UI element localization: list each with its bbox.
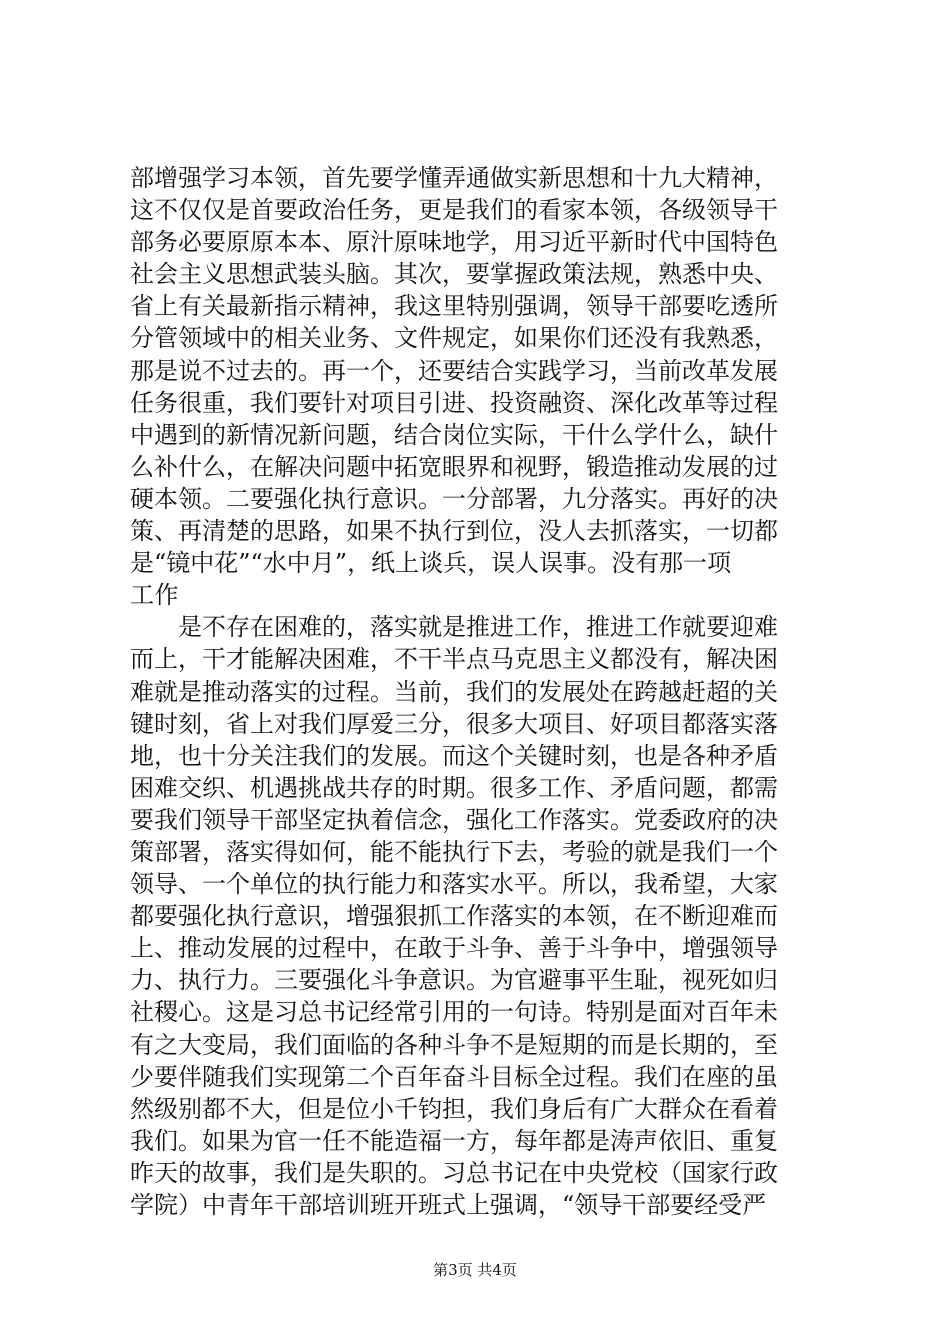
text-line: 领导、一个单位的执行能力和落实水平。所以，我希望，大家 [130,870,778,899]
text-line: 都要强化执行意识，增强狠抓工作落实的本领，在不断迎难而 [130,902,778,931]
text-line: 是不存在困难的，落实就是推进工作，推进工作就要迎难 [130,613,778,642]
text-line: 而上，干才能解决困难，不干半点马克思主义都没有，解决困 [130,645,778,674]
text-line: 分管领域中的相关业务、文件规定，如果你们还没有我熟悉， [130,324,778,353]
text-line: 策、再清楚的思路，如果不执行到位，没人去抓落实，一切都 [130,517,778,546]
text-line: 部增强学习本领，首先要学懂弄通做实新思想和十九大精神， [130,164,778,192]
text-line: 这不仅仅是首要政治任务，更是我们的看家本领，各级领导干 [130,196,778,225]
text-line: 省上有关最新指示精神，我这里特别强调，领导干部要吃透所 [130,292,778,321]
text-line: 任务很重，我们要针对项目引进、投资融资、深化改革等过程 [130,388,778,417]
text-line: 困难交织、机遇挑战共存的时期。很多工作、矛盾问题，都需 [130,773,778,802]
body-text [130,162,820,1221]
text-line: 工作 [130,581,179,610]
text-line: 中遇到的新情况新问题，结合岗位实际，干什么学什么，缺什 [130,420,778,449]
text-line: 部务必要原原本本、原汁原味地学，用习近平新时代中国特色 [130,228,778,257]
text-line: 难就是推动落实的过程。当前，我们的发展处在跨越赶超的关 [130,677,778,706]
text-line: 那是说不过去的。再一个，还要结合实践学习，当前改革发展 [130,356,778,385]
text-line: 键时刻，省上对我们厚爱三分，很多大项目、好项目都落实落 [130,709,778,738]
page-footer: 第3页 共4页 [433,1261,517,1279]
text-line: 是“镜中花”“水中月”，纸上谈兵，误人误事。没有那一项 [130,549,732,578]
text-line: 然级别都不大，但是位小千钧担，我们身后有广大群众在看着 [130,1094,778,1123]
text-line: 社稷心。这是习总书记经常引用的一句诗。特别是面对百年未 [130,998,778,1027]
text-line: 学院）中青年干部培训班开班式上强调，“领导干部要经受严 [130,1191,767,1219]
text-line: 么补什么，在解决问题中拓宽眼界和视野，锻造推动发展的过 [130,452,778,481]
text-line: 地，也十分关注我们的发展。而这个关键时刻，也是各种矛盾 [130,741,778,770]
text-line: 上、推动发展的过程中，在敢于斗争、善于斗争中，增强领导 [130,934,778,963]
text-line: 有之大变局，我们面临的各种斗争不是短期的而是长期的，至 [130,1030,778,1059]
text-line: 策部署，落实得如何，能不能执行下去，考验的就是我们一个 [130,837,778,866]
text-line: 我们。如果为官一任不能造福一方，每年都是涛声依旧、重复 [130,1126,778,1155]
text-line: 社会主义思想武装头脑。其次，要掌握政策法规，熟悉中央、 [130,260,778,289]
text-line: 要我们领导干部坚定执着信念，强化工作落实。党委政府的决 [130,805,778,834]
text-line: 力、执行力。三要强化斗争意识。为官避事平生耻，视死如归 [130,966,778,995]
text-line: 硬本领。二要强化执行意识。一分部署，九分落实。再好的决 [130,484,778,513]
text-line: 少要伴随我们实现第二个百年奋斗目标全过程。我们在座的虽 [130,1062,778,1091]
text-line: 昨天的故事，我们是失职的。习总书记在中央党校（国家行政 [130,1158,778,1187]
